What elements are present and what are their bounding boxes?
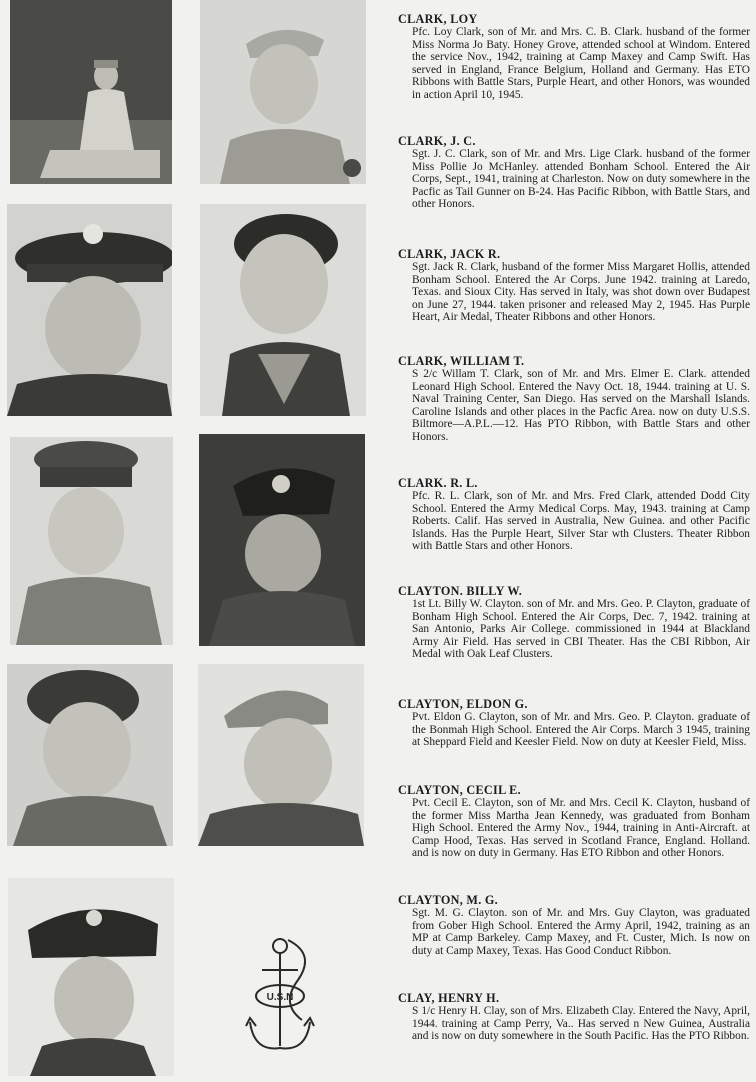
entry-clay-henry: [398, 991, 750, 1043]
navy-anchor-emblem: [240, 934, 320, 1062]
entry-clark-william: [398, 354, 750, 476]
portrait-photo-cecil-clayton: [198, 664, 364, 846]
portrait-photo-loy-clark: [10, 0, 172, 184]
biography-column: [398, 12, 750, 1043]
portrait-rl-clark-figure: [10, 437, 173, 645]
entry-bio: Pfc. R. L. Clark, son of Mr. and Mrs. Fred Clark, attended Dodd City School. Entered the Army Medical Corps. May, 1943. training at Camp Roberts. Calif. Has served in Australia, New Guinea. and other Pacific Islands. Has the Purple Heart, Silver Star wth Clusters. Theater Ribbon with Battle Stars and other Honors.: [412, 490, 750, 553]
entry-clark-rl: [398, 476, 750, 584]
entry-clayton-cecil: [398, 783, 750, 893]
entry-name: CLARK. R. L.: [398, 476, 478, 490]
entry-clayton-billy: [398, 584, 750, 697]
portrait-cecil-clayton-figure: [198, 664, 364, 846]
entry-clayton-eldon: [398, 697, 750, 783]
portrait-mg-clayton-figure: [8, 878, 174, 1076]
portrait-eldon-clayton-figure: [7, 664, 173, 846]
entry-name: CLARK, LOY: [398, 12, 478, 26]
entry-name: CLAYTON, M. G.: [398, 893, 499, 907]
portrait-photo-jc-clark: [200, 0, 366, 184]
entry-name: CLARK, WILLIAM T.: [398, 354, 525, 368]
entry-clark-jack: [398, 247, 750, 354]
portrait-photo-william-clark: [200, 204, 366, 416]
entry-name: CLAYTON, ELDON G.: [398, 697, 528, 711]
entry-bio: Sgt. J. C. Clark, son of Mr. and Mrs. Lige Clark. husband of the former Miss Pollie Jo McHanley. attended Bonham School. Entered the Air Corps, Sept., 1941, training at Charleston. Now on duty somewhere in the Pacfic as Tail Gunner on B-24. Has Pacific Ribbon, with Battle Stars, and other Honors.: [412, 148, 750, 211]
entry-clark-jc: [398, 134, 750, 247]
entry-bio: S 1/c Henry H. Clay, son of Mrs. Elizabeth Clay. Entered the Navy, April, 1944. training at Camp Perry, Va.. Has served n New Guinea, Australia and is now on duty somewhere in the South Pacific. Has the PTO Ribbon.: [412, 1005, 750, 1043]
entry-bio: Pfc. Loy Clark, son of Mr. and Mrs. C. B. Clark. husband of the former Miss Norma Jo Baty. Honey Grove, attended school at Windom. Entered the service Nov., 1942, training at Camp Maxey and Camp Swift. Has served in England, France Belgium, Holland and Germany. Has ETO Ribbons with Battle Stars, Purple Heart, and other Honors, was wounded in action April 10, 1945.: [412, 26, 750, 101]
entry-name: CLARK, J. C.: [398, 134, 476, 148]
portrait-jack-clark-figure: [7, 204, 172, 416]
entry-name: CLAYTON, CECIL E.: [398, 783, 521, 797]
entry-bio: S 2/c Willam T. Clark, son of Mr. and Mrs. Elmer E. Clark. attended Leonard High School. Entered the Navy Oct. 18, 1944. training at U. S. Naval Training Center, San Diego. Has served on the Marshall Islands. Caroline Islands and other places in the Pacfic Area. now on duty U.S.S. Biltmore—A.P.L.—12. Has PTO Ribbon, with Battle Stars and other Honors.: [412, 368, 750, 443]
portrait-billy-clayton-figure: [199, 434, 365, 646]
entry-clark-loy: [398, 12, 750, 134]
entry-name: CLAY, HENRY H.: [398, 991, 500, 1005]
portrait-loy-clark-figure: [10, 0, 172, 184]
portrait-photo-billy-clayton: [199, 434, 365, 646]
navy-emblem-label: U.S.N: [266, 992, 294, 1003]
portrait-photo-eldon-clayton: [7, 664, 173, 846]
entry-bio: Pvt. Eldon G. Clayton, son of Mr. and Mrs. Geo. P. Clayton. graduate of the Bonmah High School. Entered the Air Corps. March 3 1945, training at Sheppard Field and Keesler Field. Now on duty at Keesler Field, Miss.: [412, 711, 750, 749]
entry-bio: 1st Lt. Billy W. Clayton. son of Mr. and Mrs. Geo. P. Clayton, graduate of Bonham High School. Entered the Air Corps, Dec. 7, 1942. training at San Antonio, Parks Air College. commissioned in 1944 at Blackland Army Air Field. Has served in CBI Theater. Has the CBI Ribbon, Air Medal with Oak Leaf Clusters.: [412, 598, 750, 661]
entry-name: CLAYTON. BILLY W.: [398, 584, 523, 598]
entry-bio: Pvt. Cecil E. Clayton, son of Mr. and Mrs. Cecil K. Clayton, husband of the former Miss Martha Jean Kennedy, was graduated from Bonham High School. Entered the Army Nov., 1944, training in Anti-Aircraft. at Camp Hood, Texas. Has served in Scotland France, England. Holland. and is now on duty in Germany. Has ETO Ribbon and other Honors.: [412, 797, 750, 860]
portrait-photo-rl-clark: [10, 437, 173, 645]
portrait-photo-jack-clark: [7, 204, 172, 416]
portrait-photo-mg-clayton: [8, 878, 174, 1076]
portrait-jc-clark-figure: [200, 0, 366, 184]
entry-clayton-mg: [398, 893, 750, 991]
anchor-icon: [240, 934, 320, 1062]
entry-bio: Sgt. Jack R. Clark, husband of the former Miss Margaret Hollis, attended Bonham School. Entered the Ar Corps. June 1942. training at Laredo, Texas. and Sioux City. Has served in Italy, was shot down over Budapest on June 27, 1944. taken prisoner and released May 2, 1945. Has Purple Heart, Air Medal, Theater Ribbons and other Honors.: [412, 261, 750, 324]
portrait-william-clark-figure: [200, 204, 366, 416]
entry-name: CLARK, JACK R.: [398, 247, 501, 261]
entry-bio: Sgt. M. G. Clayton. son of Mr. and Mrs. Guy Clayton, was graduated from Gober High School. Entered the Army April, 1942, training as an MP at Camp Barkeley. Camp Maxey, and Ft. Custer, Mich. Is now on duty at Camp Maxey, Texas. Has Good Conduct Ribbon.: [412, 907, 750, 957]
